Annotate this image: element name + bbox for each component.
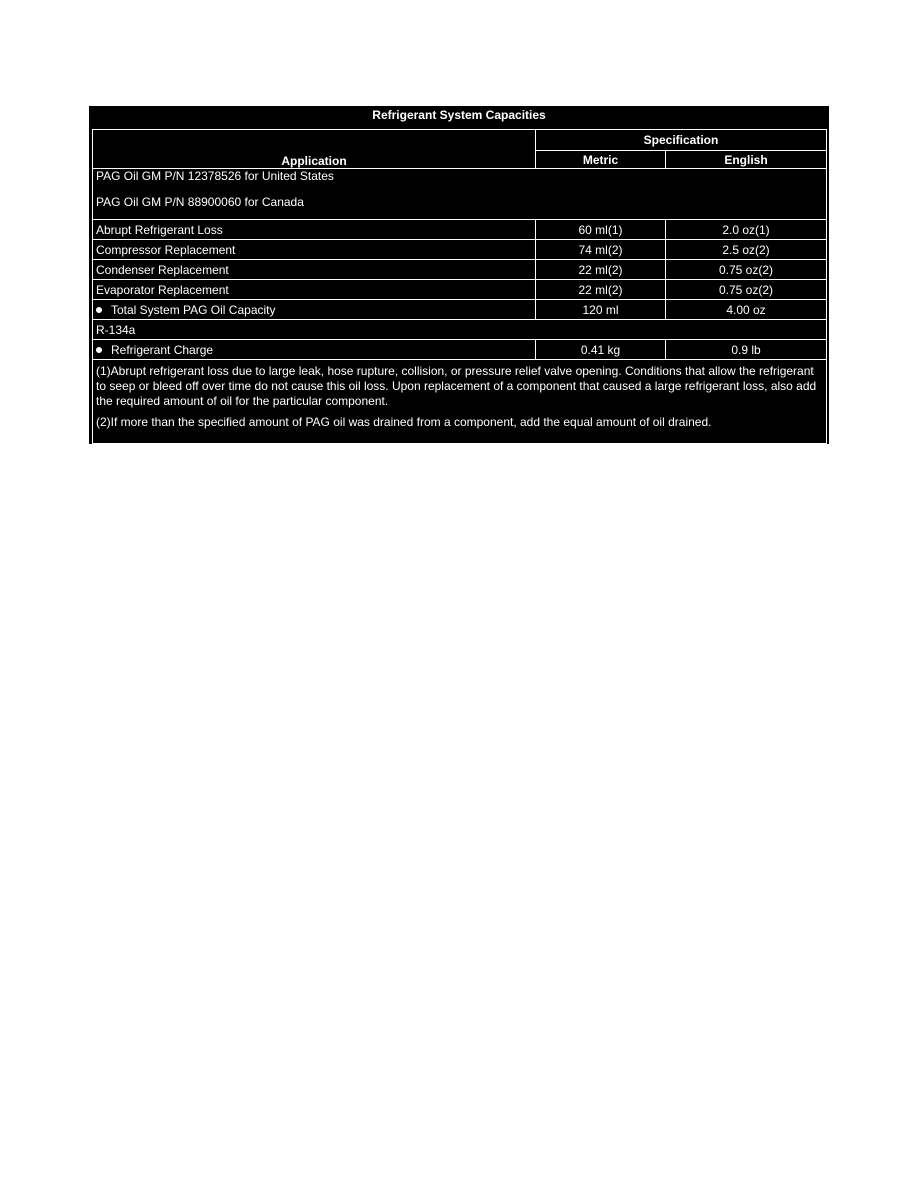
row-metric: 60 ml(1)	[536, 220, 666, 240]
footnote-2: (2)If more than the specified amount of PAG oil was drained from a component, add the equal amount of oil drained.	[96, 415, 712, 429]
table-row	[93, 260, 827, 280]
pag-oil-cell	[93, 169, 827, 220]
row-english: 2.0 oz(1)	[666, 220, 827, 240]
row-application: Refrigerant Charge	[111, 342, 214, 357]
row-metric: 0.41 kg	[536, 340, 666, 360]
english-header: English	[666, 151, 827, 169]
refrigerant-row	[93, 320, 827, 340]
row-english: 0.75 oz(2)	[666, 260, 827, 280]
row-metric: 74 ml(2)	[536, 240, 666, 260]
notes-row	[93, 360, 827, 444]
application-header: Application	[93, 130, 536, 169]
pag-oil-row	[93, 169, 827, 220]
pag-oil-us: PAG Oil GM P/N 12378526 for United States	[96, 169, 334, 183]
bullet-icon	[96, 307, 102, 313]
table-row	[93, 280, 827, 300]
metric-header: Metric	[536, 151, 666, 169]
row-application: Evaporator Replacement	[93, 280, 536, 300]
table-title: Refrigerant System Capacities	[372, 108, 546, 122]
row-application: Condenser Replacement	[93, 260, 536, 280]
row-application-bullet	[93, 300, 536, 320]
row-application: Total System PAG Oil Capacity	[111, 302, 276, 317]
row-metric: 22 ml(2)	[536, 260, 666, 280]
specification-header: Specification	[536, 130, 827, 151]
spec-table	[92, 129, 827, 444]
row-english: 0.9 lb	[666, 340, 827, 360]
refrigerant-capacities-table	[89, 106, 829, 444]
row-application: Abrupt Refrigerant Loss	[93, 220, 536, 240]
row-application: Compressor Replacement	[93, 240, 536, 260]
pag-oil-canada: PAG Oil GM P/N 88900060 for Canada	[96, 195, 304, 209]
row-metric: 22 ml(2)	[536, 280, 666, 300]
refrigerant-name: R-134a	[93, 320, 827, 340]
row-english: 4.00 oz	[666, 300, 827, 320]
notes-cell	[93, 360, 827, 444]
table-row	[93, 340, 827, 360]
row-metric: 120 ml	[536, 300, 666, 320]
row-english: 0.75 oz(2)	[666, 280, 827, 300]
footnote-1: (1)Abrupt refrigerant loss due to large leak, hose rupture, collision, or pressure relief valve opening. Conditions that allow the refrigerant to seep or bleed off over time do not cause this oil loss. Upon replacement of a component that caused a large refrigerant loss, also add the required amount of oil for the particular component.	[96, 364, 817, 408]
table-row	[93, 240, 827, 260]
row-application-bullet	[93, 340, 536, 360]
bullet-icon	[96, 347, 102, 353]
header-row	[93, 130, 827, 151]
row-english: 2.5 oz(2)	[666, 240, 827, 260]
table-row	[93, 220, 827, 240]
table-row	[93, 300, 827, 320]
